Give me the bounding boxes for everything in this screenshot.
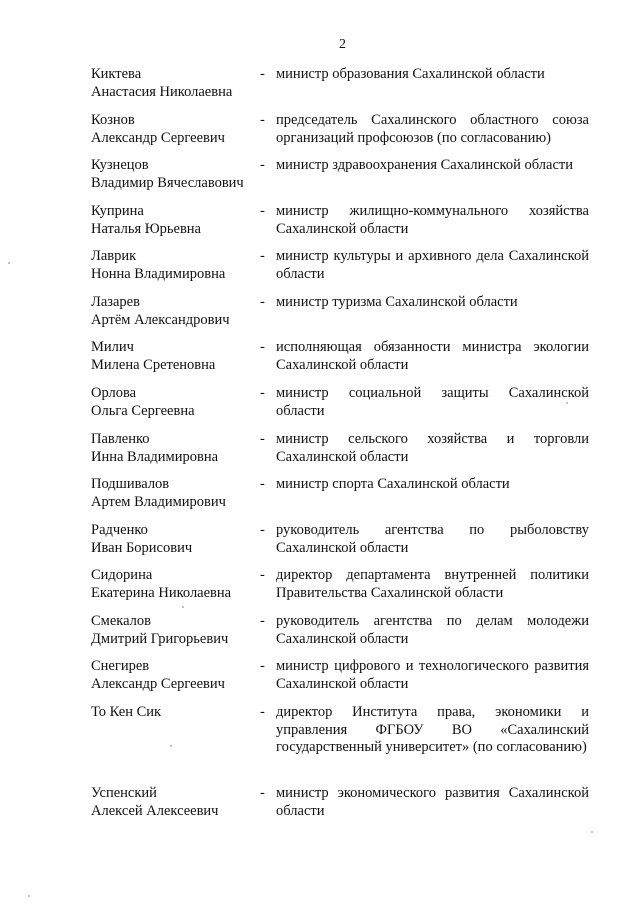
member-name bbox=[91, 66, 259, 101]
member-position: директор Института права, экономики и управления ФГБОУ ВО «Сахалинский государственный университет» (по согласованию) bbox=[276, 704, 589, 755]
member-position: министр здравоохранения Сахалинской области bbox=[276, 157, 573, 173]
member-name bbox=[91, 476, 259, 511]
member-surname: Милич bbox=[91, 339, 134, 355]
separator-dash: - bbox=[260, 385, 265, 401]
member-given-names: Иван Борисович bbox=[91, 539, 193, 556]
member-name bbox=[91, 785, 259, 820]
scan-speck bbox=[8, 262, 10, 264]
separator-dash: - bbox=[260, 66, 265, 82]
separator-dash: - bbox=[260, 658, 265, 674]
member-name bbox=[91, 248, 259, 283]
member-given-names: Наталья Юрьевна bbox=[91, 220, 201, 237]
member-position: министр социальной защиты Сахалинской области bbox=[276, 385, 589, 419]
member-surname: Успенский bbox=[91, 785, 157, 801]
member-position: руководитель агентства по рыболовству Сахалинской области bbox=[276, 522, 589, 556]
scan-speck bbox=[182, 606, 184, 608]
member-row bbox=[91, 476, 589, 511]
member-surname: Куприна bbox=[91, 203, 144, 219]
member-position: исполняющая обязанности министра экологии Сахалинской области bbox=[276, 339, 589, 373]
member-name bbox=[91, 522, 259, 557]
member-name bbox=[91, 294, 259, 329]
member-surname: Кознов bbox=[91, 112, 135, 128]
member-row bbox=[91, 431, 589, 466]
member-position: директор департамента внутренней политики Правительства Сахалинской области bbox=[276, 567, 589, 601]
member-position: министр жилищно-коммунального хозяйства Сахалинской области bbox=[276, 203, 589, 237]
member-given-names: Александр Сергеевич bbox=[91, 129, 225, 146]
member-given-names: Екатерина Николаевна bbox=[91, 584, 232, 601]
member-name bbox=[91, 613, 259, 648]
separator-dash: - bbox=[260, 339, 265, 355]
member-name bbox=[91, 567, 259, 602]
member-name bbox=[91, 157, 259, 192]
member-surname: Подшивалов bbox=[91, 476, 170, 492]
member-row bbox=[91, 157, 589, 192]
scan-speck bbox=[566, 402, 568, 404]
member-row bbox=[91, 704, 589, 757]
member-name bbox=[91, 704, 259, 722]
member-row bbox=[91, 613, 589, 648]
separator-dash: - bbox=[260, 248, 265, 264]
member-name bbox=[91, 431, 259, 466]
separator-dash: - bbox=[260, 431, 265, 447]
member-surname: Лаврик bbox=[91, 248, 137, 264]
member-position: министр образования Сахалинской области bbox=[276, 66, 545, 82]
member-position: министр туризма Сахалинской области bbox=[276, 294, 518, 310]
member-position: министр культуры и архивного дела Сахалинской области bbox=[276, 248, 589, 282]
member-surname: Павленко bbox=[91, 431, 150, 447]
member-position: председатель Сахалинского областного союза организаций профсоюзов (по согласованию) bbox=[276, 112, 589, 146]
member-surname: Смекалов bbox=[91, 613, 152, 629]
scan-speck bbox=[591, 831, 593, 833]
member-given-names: Артем Владимирович bbox=[91, 493, 226, 510]
member-row bbox=[91, 385, 589, 420]
member-row bbox=[91, 112, 589, 147]
separator-dash: - bbox=[260, 567, 265, 583]
member-position: министр цифрового и технологического развития Сахалинской области bbox=[276, 658, 589, 692]
separator-dash: - bbox=[260, 294, 265, 310]
member-given-names: Инна Владимировна bbox=[91, 448, 219, 465]
page-number: 2 bbox=[339, 37, 346, 52]
member-position: министр экономического развития Сахалинской области bbox=[276, 785, 589, 819]
scan-speck bbox=[170, 745, 172, 747]
separator-dash: - bbox=[260, 522, 265, 538]
separator-dash: - bbox=[260, 112, 265, 128]
member-given-names: Алексей Алексеевич bbox=[91, 802, 219, 819]
member-position: министр спорта Сахалинской области bbox=[276, 476, 510, 492]
separator-dash: - bbox=[260, 157, 265, 173]
member-given-names: Артём Александрович bbox=[91, 311, 230, 328]
separator-dash: - bbox=[260, 476, 265, 492]
member-name bbox=[91, 658, 259, 693]
member-row bbox=[91, 785, 589, 820]
member-position: руководитель агентства по делам молодежи Сахалинской области bbox=[276, 613, 589, 647]
scan-speck bbox=[28, 895, 30, 897]
member-surname: То Кен Сик bbox=[91, 704, 162, 720]
member-surname: Орлова bbox=[91, 385, 137, 401]
separator-dash: - bbox=[260, 613, 265, 629]
member-name bbox=[91, 112, 259, 147]
member-surname: Киктева bbox=[91, 66, 142, 82]
member-surname: Лазарев bbox=[91, 294, 140, 310]
member-surname: Кузнецов bbox=[91, 157, 149, 173]
member-given-names: Ольга Сергеевна bbox=[91, 402, 195, 419]
member-row bbox=[91, 567, 589, 602]
member-given-names: Дмитрий Григорьевич bbox=[91, 630, 229, 647]
member-given-names: Владимир Вячеславович bbox=[91, 174, 244, 191]
member-surname: Радченко bbox=[91, 522, 148, 538]
member-row bbox=[91, 522, 589, 557]
member-name bbox=[91, 203, 259, 238]
separator-dash: - bbox=[260, 785, 265, 801]
member-row bbox=[91, 339, 589, 374]
separator-dash: - bbox=[260, 203, 265, 219]
member-given-names: Александр Сергеевич bbox=[91, 675, 225, 692]
member-surname: Сидорина bbox=[91, 567, 153, 583]
member-given-names: Нонна Владимировна bbox=[91, 265, 226, 282]
member-name bbox=[91, 339, 259, 374]
member-given-names: Милена Сретеновна bbox=[91, 356, 216, 373]
separator-dash: - bbox=[260, 704, 265, 720]
member-position: министр сельского хозяйства и торговли Сахалинской области bbox=[276, 431, 589, 465]
member-surname: Снегирев bbox=[91, 658, 150, 674]
member-row bbox=[91, 203, 589, 238]
member-given-names: Анастасия Николаевна bbox=[91, 83, 233, 100]
member-name bbox=[91, 385, 259, 420]
member-row bbox=[91, 658, 589, 693]
member-row bbox=[91, 66, 589, 101]
member-row bbox=[91, 294, 589, 329]
member-row bbox=[91, 248, 589, 283]
